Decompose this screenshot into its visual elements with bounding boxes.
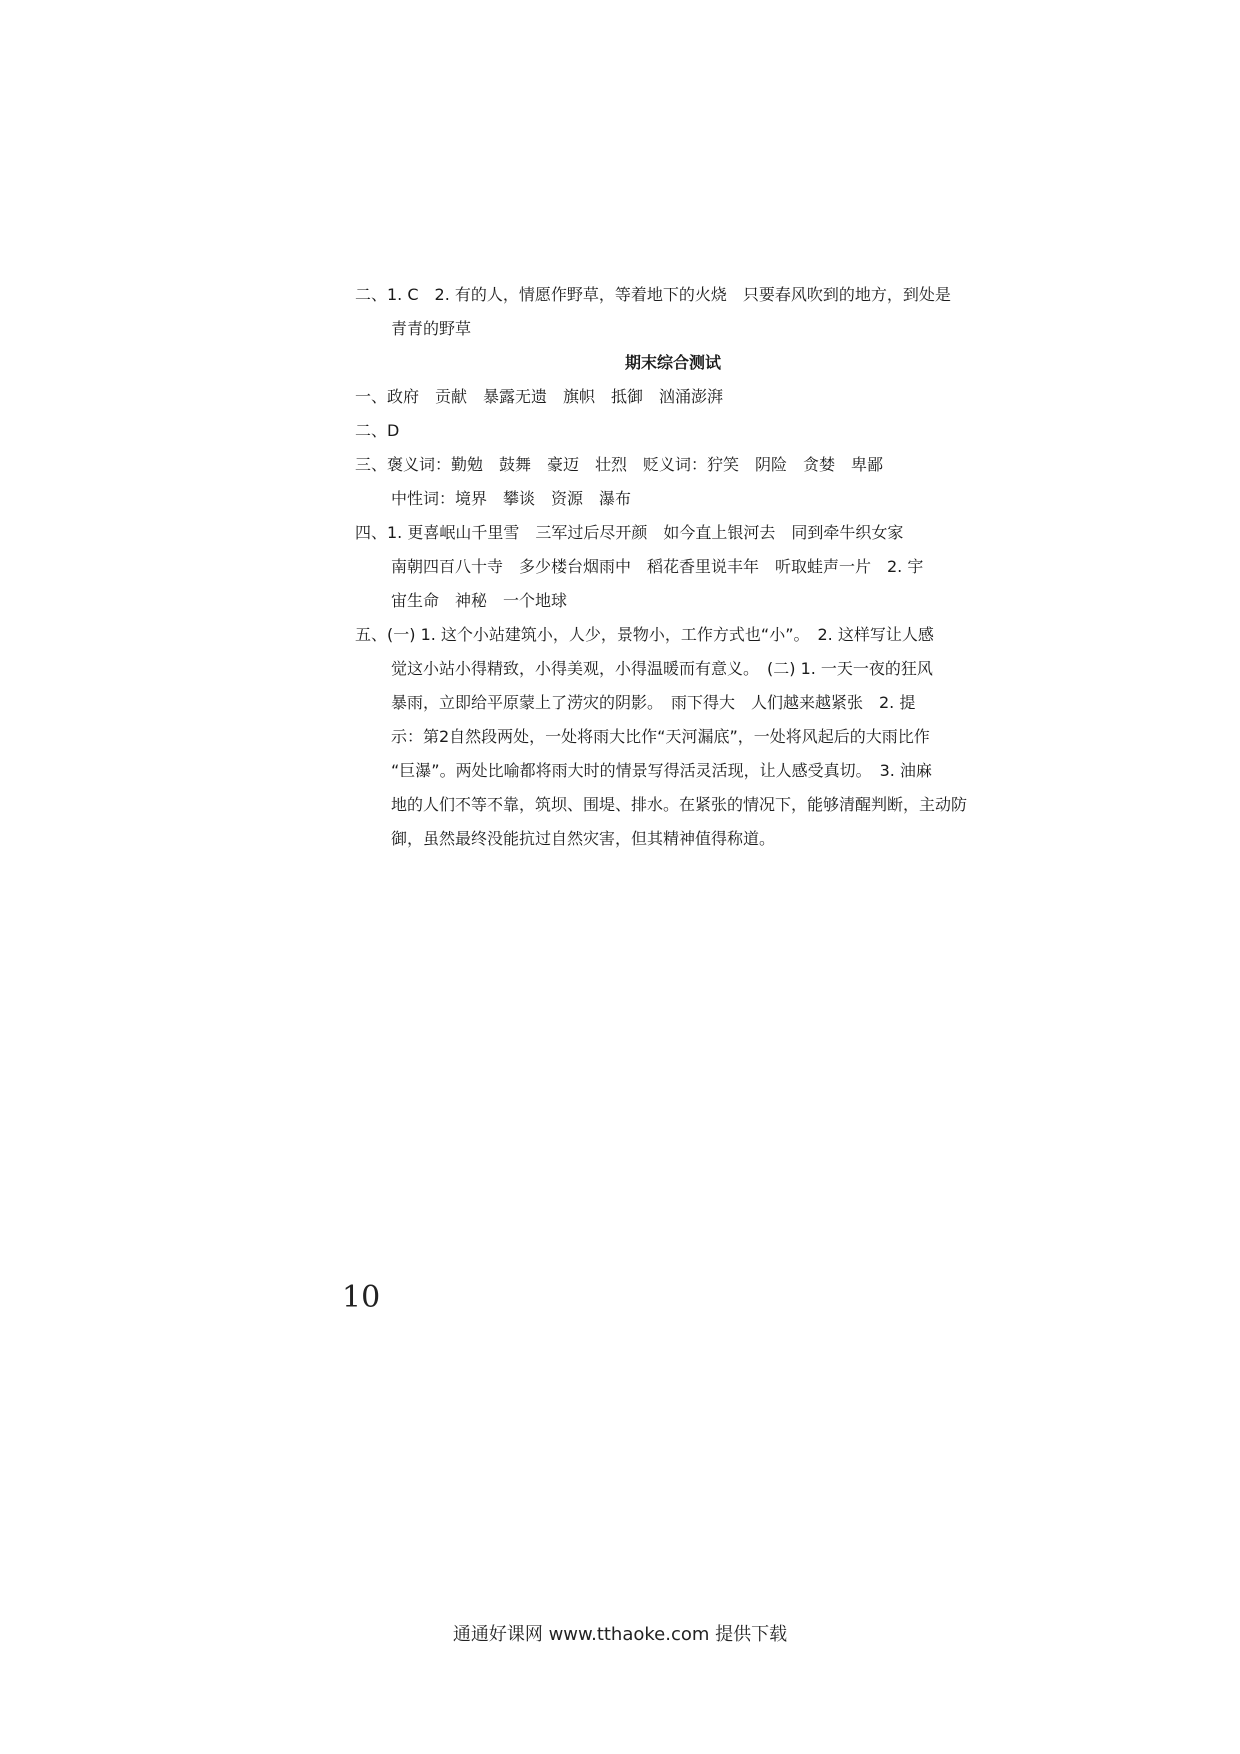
footer-credit: 通通好课网 www.tthaoke.com 提供下载 bbox=[452, 1624, 788, 1645]
answer-line: 五、(一) 1. 这个小站建筑小，人少，景物小，工作方式也“小”。 2. 这样写让人感 bbox=[355, 625, 934, 644]
answer-line: 一、政府 贡献 暴露无遗 旗帜 抵御 汹涌澎湃 bbox=[355, 387, 724, 406]
answer-line: 暴雨，立即给平原蒙上了涝灾的阴影。 雨下得大 人们越来越紧张 2. 提 bbox=[391, 693, 916, 712]
answer-item-3 bbox=[355, 448, 955, 516]
section-title: 期末综合测试 bbox=[624, 353, 721, 372]
page-body bbox=[355, 278, 968, 856]
answer-line: 觉这小站小得精致，小得美观，小得温暖而有意义。 (二) 1. 一天一夜的狂风 bbox=[391, 659, 933, 678]
page-number: 10 bbox=[342, 1280, 381, 1315]
answer-line: 青青的野草 bbox=[391, 319, 472, 338]
answer-line: 宙生命 神秘 一个地球 bbox=[391, 591, 568, 610]
answer-line: 四、1. 更喜岷山千里雪 三军过后尽开颜 如今直上银河去 同到牵牛织女家 bbox=[355, 523, 904, 542]
answer-line: 二、1. C 2. 有的人，情愿作野草，等着地下的火烧 只要春风吹到的地方，到处是 bbox=[355, 285, 951, 304]
answer-item-4 bbox=[355, 516, 955, 618]
answer-line: 南朝四百八十寺 多少楼台烟雨中 稻花香里说丰年 听取蛙声一片 2. 宇 bbox=[391, 557, 924, 576]
answers-prev bbox=[355, 278, 955, 346]
answer-line: 示：第2自然段两处，一处将雨大比作“天河漏底”，一处将风起后的大雨比作 bbox=[391, 727, 930, 746]
answer-item-2 bbox=[355, 414, 955, 448]
answer-line: 中性词：境界 攀谈 资源 瀑布 bbox=[391, 489, 632, 508]
answer-line: “巨瀑”。两处比喻都将雨大时的情景写得活灵活现，让人感受真切。 3. 油麻 bbox=[391, 761, 932, 780]
answer-item-5 bbox=[355, 618, 968, 856]
answer-line: 御，虽然最终没能抗过自然灾害，但其精神值得称道。 bbox=[391, 829, 776, 848]
answer-item-1 bbox=[355, 380, 955, 414]
answer-line: 三、褒义词：勤勉 鼓舞 豪迈 壮烈 贬义词：狞笑 阴险 贪婪 卑鄙 bbox=[355, 455, 884, 474]
answer-line: 地的人们不等不靠，筑坝、围堤、排水。在紧张的情况下，能够清醒判断，主动防 bbox=[391, 795, 968, 814]
answer-line: 二、D bbox=[355, 421, 400, 440]
